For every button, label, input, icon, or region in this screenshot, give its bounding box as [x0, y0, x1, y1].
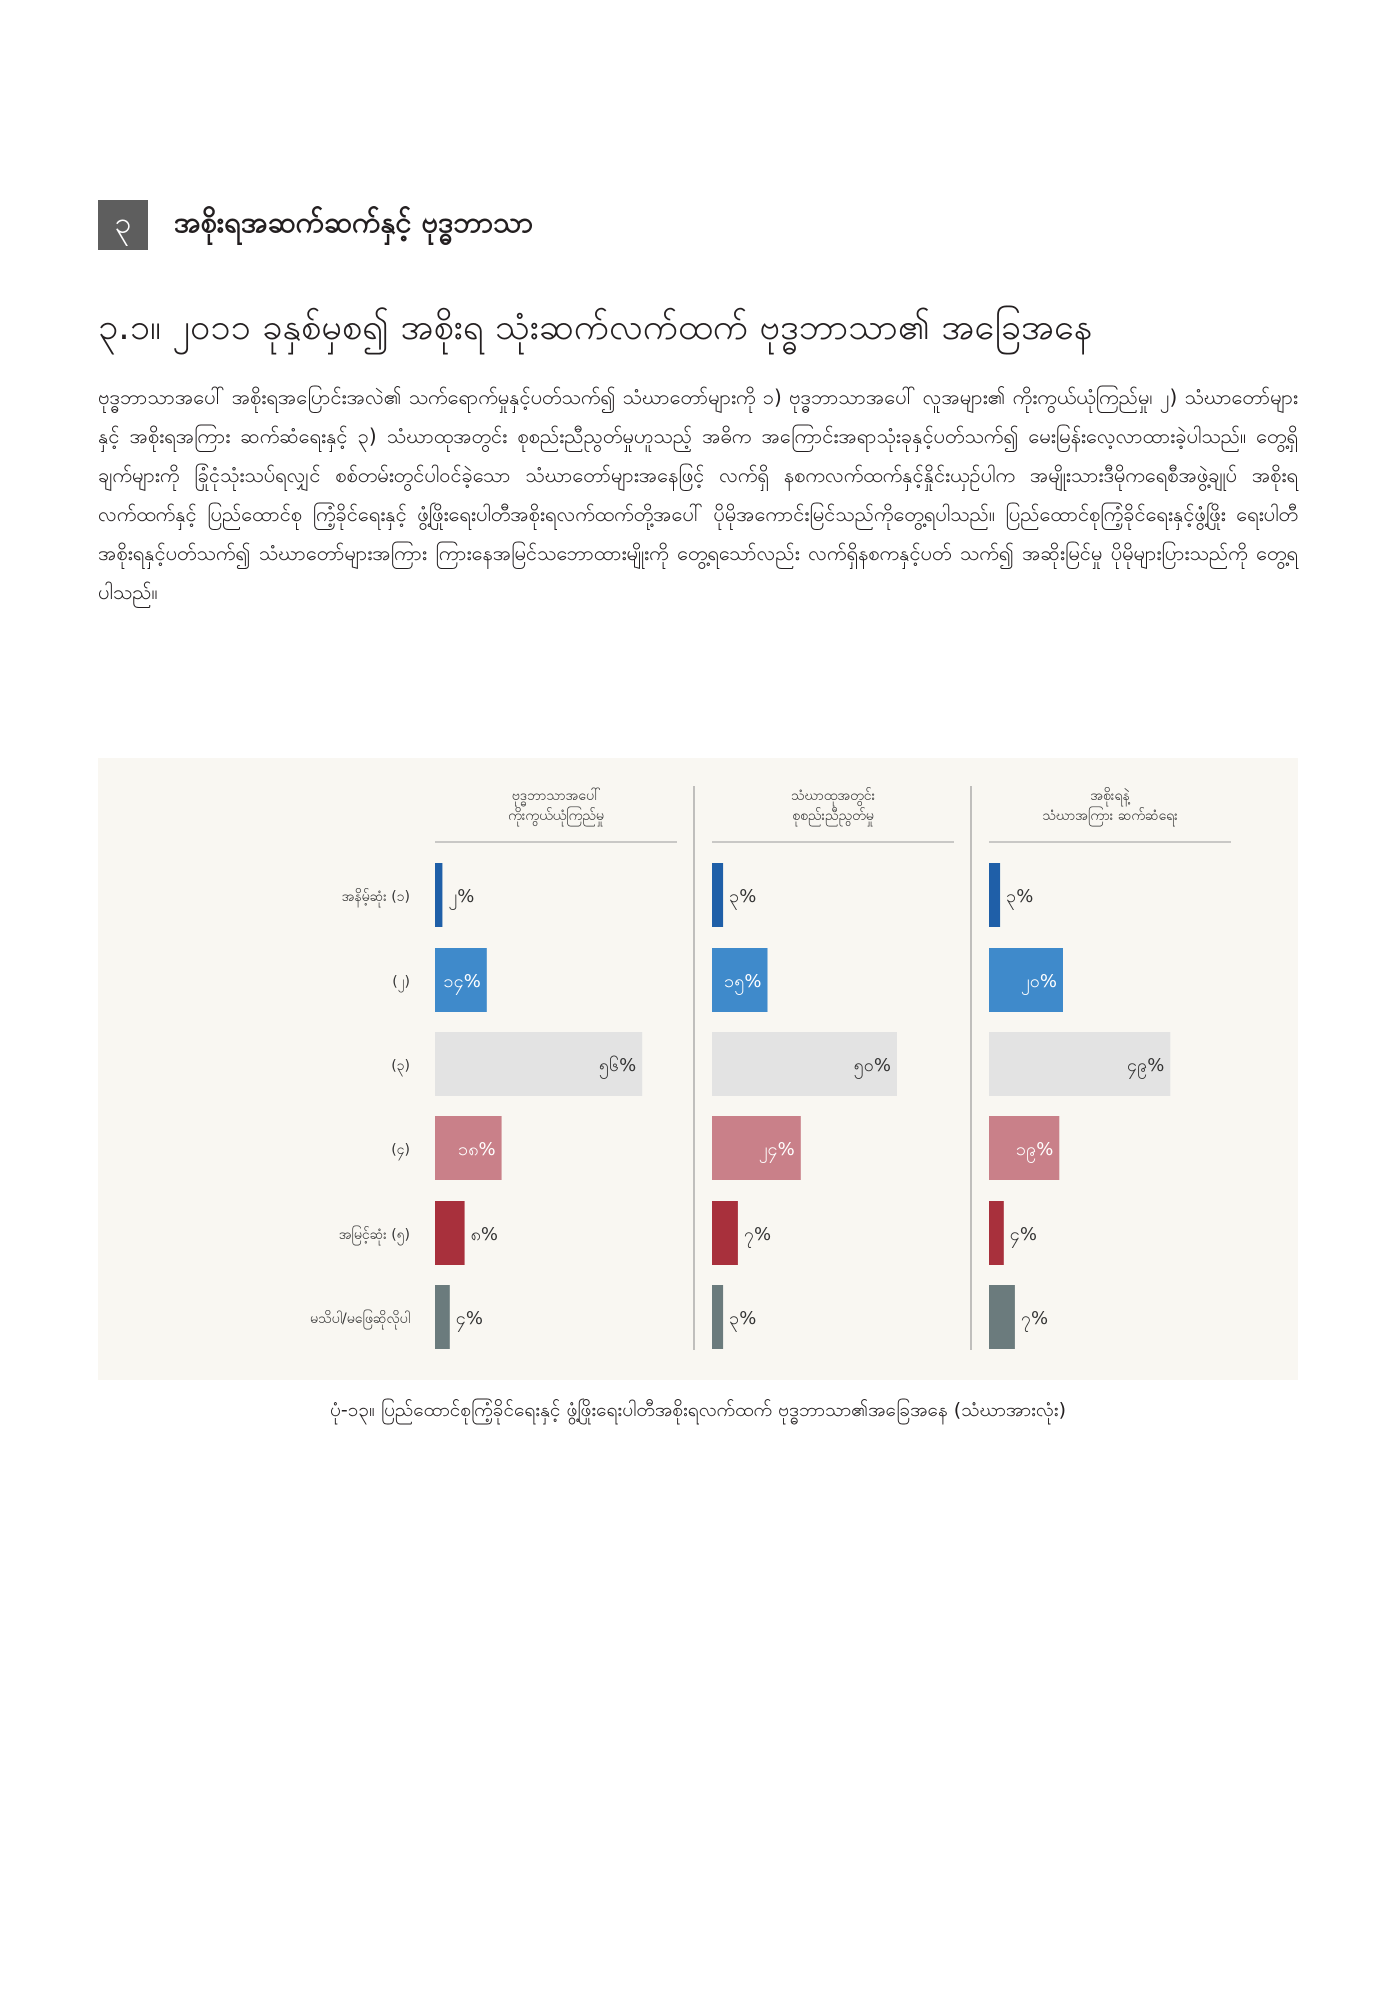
category-label: မသိပါ/မဖြေဆိုလိုပါ [310, 1311, 410, 1327]
bar [989, 863, 1000, 927]
panel-title: ကိုးကွယ်ယုံကြည်မှု [508, 808, 604, 824]
panel-title: သံဃာထုအတွင်း [790, 788, 876, 804]
data-label: ၂% [448, 886, 475, 907]
panel-title: ဗုဒ္ဓဘာသာအပေါ် [511, 788, 601, 804]
data-label: ၄၉% [1126, 1055, 1165, 1076]
category-label: အမြင့်ဆုံး (၅) [338, 1227, 410, 1243]
data-label: ၃% [729, 1308, 757, 1329]
panel-title: သံဃာအကြား ဆက်ဆံရေး [1042, 808, 1178, 824]
data-label: ၁၄% [443, 971, 481, 992]
data-label: ၇% [1020, 1308, 1049, 1329]
data-label: ၅၆% [598, 1055, 637, 1076]
chapter-number: ၃ [98, 200, 148, 250]
category-label: (၂) [392, 974, 410, 990]
category-label: (၄) [391, 1142, 410, 1158]
data-label: ၂၄% [758, 1139, 795, 1160]
bar [435, 1285, 450, 1349]
section-title: ၃.၁။ ၂၀၁၁ ခုနှစ်မှစ၍ အစိုးရ သုံးဆက်လက်ထက် ဗုဒ္ဓဘာသာ၏ အခြေအနေ [98, 307, 1093, 348]
figure-caption: ပုံ-၁၃။ ပြည်ထောင်စုကြံ့ခိုင်ရေးနှင့် ဖွံ့ဖြိုးရေးပါတီအစိုးရလက်ထက် ဗုဒ္ဓဘာသာ၏အခြေအနေ (သံဃာအားလုံး) [330, 1399, 1066, 1421]
panel-title: စုစည်းညီညွတ်မှု [792, 808, 874, 824]
data-label: ၄% [455, 1308, 484, 1329]
bar [435, 1201, 465, 1265]
data-label: ၇% [743, 1224, 772, 1245]
data-label: ၁၈% [458, 1139, 496, 1160]
data-label: ၁၅% [724, 971, 762, 992]
bar [712, 863, 723, 927]
data-label: ၂၀% [1020, 971, 1057, 992]
bar [435, 863, 442, 927]
chart-container [98, 758, 1298, 1380]
body-paragraph: ဗုဒ္ဓဘာသာအပေါ် အစိုးရအပြောင်းအလဲ၏ သက်ရောက်မှုနှင့်ပတ်သက်၍ သံဃာတော်များကို ၁) ဗုဒ္ဓဘာသာအပေါ် လူအများ၏ ကိုးကွယ်ယုံကြည်မှု၊ ၂) သံဃာတော်များနှင့် အစိုးရအကြား ဆက်ဆံရေးနှင့် ၃) သံဃာထုအတွင်း စုစည်းညီညွတ်မှုဟူသည့် အဓိက အကြောင်းအရာသုံးခုနှင့်ပတ်သက်၍ မေးမြန်းလေ့လာထားခဲ့ပါသည်။ တွေ့ရှိချက်များကို ခြုံငုံသုံးသပ်ရလျှင် စစ်တမ်းတွင်ပါဝင်ခဲ့သော သံဃာတော်များအနေဖြင့် လက်ရှိ နစကလက်ထက်နှင့်နှိုင်းယှဉ်ပါက အမျိုးသားဒီမိုကရေစီအဖွဲ့ချုပ် အစိုးရလက်ထက်နှင့် ပြည်ထောင်စု ကြံ့ခိုင်ရေးနှင့် ဖွံ့ဖြိုးရေးပါတီအစိုးရလက်ထက်တို့အပေါ် ပိုမိုအကောင်းမြင်သည်ကိုတွေ့ရပါသည်။ ပြည်ထောင်စုကြံ့ခိုင်ရေးနှင့်ဖွံ့ဖြိုး ရေးပါတီအစိုးရနှင့်ပတ်သက်၍ သံဃာတော်များအကြား ကြားနေအမြင်သဘောထားမျိုးကို တွေ့ရသော်လည်း လက်ရှိနစကနှင့်ပတ် သက်၍ အဆိုးမြင်မှု ပိုမိုများပြားသည်ကို တွေ့ရပါသည်။ [98, 385, 1298, 604]
data-label: ၈% [470, 1224, 498, 1245]
data-label: ၁၉% [1015, 1139, 1054, 1160]
chapter-title: အစိုးရအဆက်ဆက်နှင့် ဗုဒ္ဓဘာသာ [174, 204, 534, 239]
bar [989, 1285, 1015, 1349]
bar [989, 1201, 1004, 1265]
data-label: ၄% [1009, 1224, 1038, 1245]
bar [712, 1285, 723, 1349]
bar [712, 1201, 738, 1265]
data-label: ၅၀% [853, 1055, 891, 1076]
chapter-heading [98, 200, 533, 250]
data-label: ၃% [729, 886, 757, 907]
data-label: ၃% [1006, 886, 1034, 907]
bar-chart [98, 758, 1298, 1380]
category-label: (၃) [391, 1058, 410, 1074]
category-label: အနိမ့်ဆုံး (၁) [341, 889, 410, 905]
panel-title: အစိုးရနဲ့ [1090, 788, 1130, 804]
